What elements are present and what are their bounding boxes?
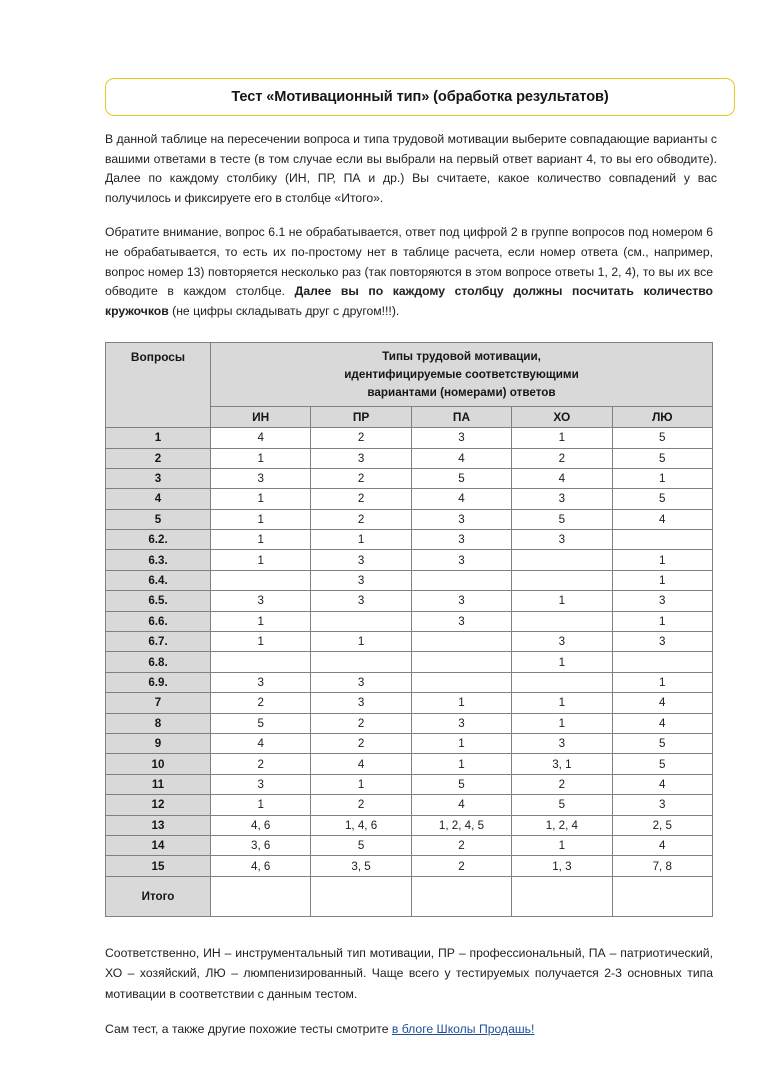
table-column-header-lyu: ЛЮ bbox=[612, 407, 712, 428]
table-cell-pr: 4 bbox=[311, 754, 411, 774]
table-cell-pr: 3, 5 bbox=[311, 856, 411, 876]
table-header-questions: Вопросы bbox=[106, 343, 211, 428]
table-cell-ho bbox=[512, 672, 612, 692]
table-cell-lyu: 7, 8 bbox=[612, 856, 712, 876]
table-cell-in: 4, 6 bbox=[211, 815, 311, 835]
table-row-question: 3 bbox=[106, 468, 211, 488]
table-cell-ho: 4 bbox=[512, 468, 612, 488]
table-cell-in: 3, 6 bbox=[211, 835, 311, 855]
table-row bbox=[106, 733, 713, 753]
table-row bbox=[106, 693, 713, 713]
table-cell-ho: 3 bbox=[512, 489, 612, 509]
group-header-line-1: Типы трудовой мотивации, bbox=[382, 350, 541, 364]
table-cell-ho: 3 bbox=[512, 632, 612, 652]
table-row-question: 6.9. bbox=[106, 672, 211, 692]
intro-paragraph-2-post: (не цифры складывать друг с другом!!!). bbox=[172, 303, 400, 318]
table-cell-pa: 1, 2, 4, 5 bbox=[411, 815, 511, 835]
table-row bbox=[106, 489, 713, 509]
motivation-table-wrapper bbox=[105, 342, 713, 916]
table-row bbox=[106, 632, 713, 652]
table-row-question: 15 bbox=[106, 856, 211, 876]
table-cell-pa: 3 bbox=[411, 713, 511, 733]
table-column-header-pr: ПР bbox=[311, 407, 411, 428]
table-cell-ho: 1 bbox=[512, 693, 612, 713]
table-cell-in: 3 bbox=[211, 468, 311, 488]
table-row-question: 6.2. bbox=[106, 530, 211, 550]
table-cell-pr: 1 bbox=[311, 774, 411, 794]
table-cell-pr: 5 bbox=[311, 835, 411, 855]
table-cell-lyu: 4 bbox=[612, 509, 712, 529]
blog-link[interactable]: в блоге Школы Продашь! bbox=[391, 1022, 535, 1037]
table-cell-lyu: 5 bbox=[612, 428, 712, 448]
table-cell-ho bbox=[512, 570, 612, 590]
table-totals-cell-in[interactable] bbox=[211, 876, 311, 916]
table-cell-in: 1 bbox=[211, 632, 311, 652]
table-cell-pr: 1 bbox=[311, 530, 411, 550]
intro-paragraph-2 bbox=[105, 223, 713, 321]
table-cell-pr: 3 bbox=[311, 672, 411, 692]
table-cell-ho: 1 bbox=[512, 652, 612, 672]
table-cell-pa: 4 bbox=[411, 489, 511, 509]
table-column-header-ho: ХО bbox=[512, 407, 612, 428]
table-cell-in: 1 bbox=[211, 489, 311, 509]
table-cell-pr: 3 bbox=[311, 591, 411, 611]
table-cell-in: 4 bbox=[211, 428, 311, 448]
table-cell-in: 5 bbox=[211, 713, 311, 733]
table-row bbox=[106, 591, 713, 611]
table-cell-lyu: 3 bbox=[612, 591, 712, 611]
page-title-box bbox=[105, 78, 735, 116]
table-cell-pr: 3 bbox=[311, 448, 411, 468]
table-row-question: 6.5. bbox=[106, 591, 211, 611]
table-row bbox=[106, 672, 713, 692]
table-cell-pr: 3 bbox=[311, 693, 411, 713]
footer-paragraph-2-text: Сам тест, а также другие похожие тесты смотрите bbox=[105, 1022, 392, 1037]
intro-paragraph-1: В данной таблице на пересечении вопроса и типа трудовой мотивации выберите совпадающие варианты с вашими ответами в тесте (в том случае если вы выбрали на первый ответ вариант 4, то вы его обводите). Далее по каждому столбику (ИН, ПР, ПА и др.) Вы считаете, какое количество совпадений у вас получилось и фиксируете его в столбце «Итого». bbox=[105, 132, 717, 205]
table-cell-in: 2 bbox=[211, 754, 311, 774]
table-cell-pa: 2 bbox=[411, 835, 511, 855]
table-cell-pa: 1 bbox=[411, 754, 511, 774]
page-title: Тест «Мотивационный тип» (обработка результатов) bbox=[231, 89, 609, 105]
table-cell-lyu: 1 bbox=[612, 611, 712, 631]
table-row-question: 8 bbox=[106, 713, 211, 733]
table-cell-lyu: 4 bbox=[612, 835, 712, 855]
table-cell-ho bbox=[512, 550, 612, 570]
table-cell-pa: 4 bbox=[411, 795, 511, 815]
table-head bbox=[106, 343, 713, 428]
table-row bbox=[106, 530, 713, 550]
table-cell-lyu: 5 bbox=[612, 754, 712, 774]
motivation-table bbox=[105, 342, 713, 916]
table-cell-lyu: 2, 5 bbox=[612, 815, 712, 835]
intro-paragraph-2-pre: Обратите внимание, вопрос 6.1 не обрабатывается, ответ под цифрой 2 в группе вопросов под номером 6 не обрабатывается, то есть их по-простому нет в таблице расчета, если номер ответа (см., например, вопрос номер 13) повторяется несколько раз (так повторяются в этом вопросе ответы 1, 2, 4), то вы их все обводите в каждом столбце. bbox=[105, 225, 713, 299]
table-cell-lyu: 5 bbox=[612, 489, 712, 509]
table-cell-pa: 3 bbox=[411, 509, 511, 529]
table-cell-pr: 2 bbox=[311, 713, 411, 733]
table-row-question: 7 bbox=[106, 693, 211, 713]
table-cell-pr: 2 bbox=[311, 733, 411, 753]
table-cell-lyu: 1 bbox=[612, 468, 712, 488]
table-body bbox=[106, 428, 713, 917]
table-row bbox=[106, 448, 713, 468]
table-totals-label: Итого bbox=[106, 876, 211, 916]
table-cell-pa: 3 bbox=[411, 591, 511, 611]
table-cell-ho: 1 bbox=[512, 835, 612, 855]
table-cell-pa: 2 bbox=[411, 856, 511, 876]
table-row-question: 9 bbox=[106, 733, 211, 753]
table-cell-pa: 3 bbox=[411, 550, 511, 570]
table-cell-pr: 2 bbox=[311, 509, 411, 529]
table-cell-ho: 3, 1 bbox=[512, 754, 612, 774]
table-row bbox=[106, 815, 713, 835]
table-cell-pr: 3 bbox=[311, 570, 411, 590]
table-row bbox=[106, 652, 713, 672]
table-row bbox=[106, 509, 713, 529]
table-cell-ho: 1 bbox=[512, 428, 612, 448]
table-row-question: 13 bbox=[106, 815, 211, 835]
table-cell-pr: 2 bbox=[311, 468, 411, 488]
table-cell-ho bbox=[512, 611, 612, 631]
table-cell-pr: 2 bbox=[311, 428, 411, 448]
document-content bbox=[105, 78, 717, 1052]
footer-paragraph-1: Соответственно, ИН – инструментальный тип мотивации, ПР – профессиональный, ПА – патриотический, ХО – хозяйский, ЛЮ – люмпенизированный. Чаще всего у тестируемых получается 2-3 основных типа мотивации в соответствии с данным тестом. bbox=[105, 945, 713, 1001]
table-cell-in: 1 bbox=[211, 448, 311, 468]
table-row-question: 6.6. bbox=[106, 611, 211, 631]
table-cell-pr bbox=[311, 652, 411, 672]
table-row bbox=[106, 856, 713, 876]
table-cell-ho: 1, 2, 4 bbox=[512, 815, 612, 835]
table-cell-in: 1 bbox=[211, 530, 311, 550]
table-cell-ho: 1 bbox=[512, 591, 612, 611]
table-row bbox=[106, 611, 713, 631]
table-cell-lyu: 4 bbox=[612, 693, 712, 713]
table-cell-pa: 3 bbox=[411, 530, 511, 550]
table-cell-in: 1 bbox=[211, 795, 311, 815]
table-cell-pr: 3 bbox=[311, 550, 411, 570]
table-cell-in: 4, 6 bbox=[211, 856, 311, 876]
table-cell-ho: 1 bbox=[512, 713, 612, 733]
table-cell-lyu: 4 bbox=[612, 774, 712, 794]
table-cell-pr bbox=[311, 611, 411, 631]
table-row-question: 2 bbox=[106, 448, 211, 468]
table-header-group bbox=[211, 343, 713, 407]
table-cell-in: 1 bbox=[211, 611, 311, 631]
table-totals-row bbox=[106, 876, 713, 916]
table-cell-ho: 5 bbox=[512, 509, 612, 529]
table-cell-lyu: 3 bbox=[612, 795, 712, 815]
table-cell-pr: 1, 4, 6 bbox=[311, 815, 411, 835]
table-row-question: 5 bbox=[106, 509, 211, 529]
table-row-question: 10 bbox=[106, 754, 211, 774]
table-cell-in: 1 bbox=[211, 550, 311, 570]
table-row-question: 1 bbox=[106, 428, 211, 448]
table-row bbox=[106, 428, 713, 448]
table-cell-pa bbox=[411, 652, 511, 672]
table-row bbox=[106, 550, 713, 570]
table-cell-lyu bbox=[612, 530, 712, 550]
table-row bbox=[106, 468, 713, 488]
footer-paragraph-2 bbox=[105, 1020, 713, 1040]
table-totals-cell-pr[interactable] bbox=[311, 876, 411, 916]
table-cell-in: 2 bbox=[211, 693, 311, 713]
table-totals-cell-lyu[interactable] bbox=[612, 876, 712, 916]
table-cell-pa bbox=[411, 632, 511, 652]
table-cell-pr: 2 bbox=[311, 795, 411, 815]
table-cell-ho: 3 bbox=[512, 530, 612, 550]
table-cell-in: 3 bbox=[211, 591, 311, 611]
table-cell-pa bbox=[411, 570, 511, 590]
table-row bbox=[106, 713, 713, 733]
table-cell-pa: 5 bbox=[411, 468, 511, 488]
table-cell-ho: 5 bbox=[512, 795, 612, 815]
table-row-question: 14 bbox=[106, 835, 211, 855]
table-cell-pa bbox=[411, 672, 511, 692]
table-cell-lyu: 4 bbox=[612, 713, 712, 733]
table-cell-pa: 5 bbox=[411, 774, 511, 794]
table-cell-ho: 1, 3 bbox=[512, 856, 612, 876]
table-cell-lyu bbox=[612, 652, 712, 672]
table-column-header-in: ИН bbox=[211, 407, 311, 428]
table-row bbox=[106, 570, 713, 590]
table-cell-in: 1 bbox=[211, 509, 311, 529]
table-cell-pa: 1 bbox=[411, 693, 511, 713]
table-cell-pa: 3 bbox=[411, 611, 511, 631]
table-cell-lyu: 1 bbox=[612, 550, 712, 570]
table-totals-cell-ho[interactable] bbox=[512, 876, 612, 916]
table-row-question: 6.7. bbox=[106, 632, 211, 652]
table-cell-in: 3 bbox=[211, 672, 311, 692]
table-cell-in: 4 bbox=[211, 733, 311, 753]
group-header-line-2: идентифицируемые соответствующими bbox=[344, 367, 579, 381]
table-cell-ho: 2 bbox=[512, 774, 612, 794]
table-cell-ho: 2 bbox=[512, 448, 612, 468]
table-row-question: 12 bbox=[106, 795, 211, 815]
table-cell-lyu: 5 bbox=[612, 448, 712, 468]
table-cell-pa: 1 bbox=[411, 733, 511, 753]
table-cell-lyu: 1 bbox=[612, 570, 712, 590]
table-cell-pr: 2 bbox=[311, 489, 411, 509]
table-cell-pa: 4 bbox=[411, 448, 511, 468]
table-cell-in bbox=[211, 570, 311, 590]
table-cell-lyu: 1 bbox=[612, 672, 712, 692]
table-row bbox=[106, 774, 713, 794]
table-totals-cell-pa[interactable] bbox=[411, 876, 511, 916]
table-header-row-top bbox=[106, 343, 713, 407]
table-row-question: 4 bbox=[106, 489, 211, 509]
table-cell-lyu: 3 bbox=[612, 632, 712, 652]
table-cell-pr: 1 bbox=[311, 632, 411, 652]
table-row bbox=[106, 835, 713, 855]
table-row-question: 6.3. bbox=[106, 550, 211, 570]
table-row-question: 6.4. bbox=[106, 570, 211, 590]
group-header-line-3: вариантами (номерами) ответов bbox=[367, 385, 556, 399]
table-cell-in bbox=[211, 652, 311, 672]
table-cell-in: 3 bbox=[211, 774, 311, 794]
table-column-header-pa: ПА bbox=[411, 407, 511, 428]
table-row-question: 11 bbox=[106, 774, 211, 794]
table-cell-ho: 3 bbox=[512, 733, 612, 753]
intro-paragraph-2-emphasis: Далее вы по каждому столбцу должны посчитать количество кружочков bbox=[105, 284, 713, 318]
table-cell-lyu: 5 bbox=[612, 733, 712, 753]
table-cell-pa: 3 bbox=[411, 428, 511, 448]
table-row-question: 6.8. bbox=[106, 652, 211, 672]
table-row bbox=[106, 795, 713, 815]
table-row bbox=[106, 754, 713, 774]
